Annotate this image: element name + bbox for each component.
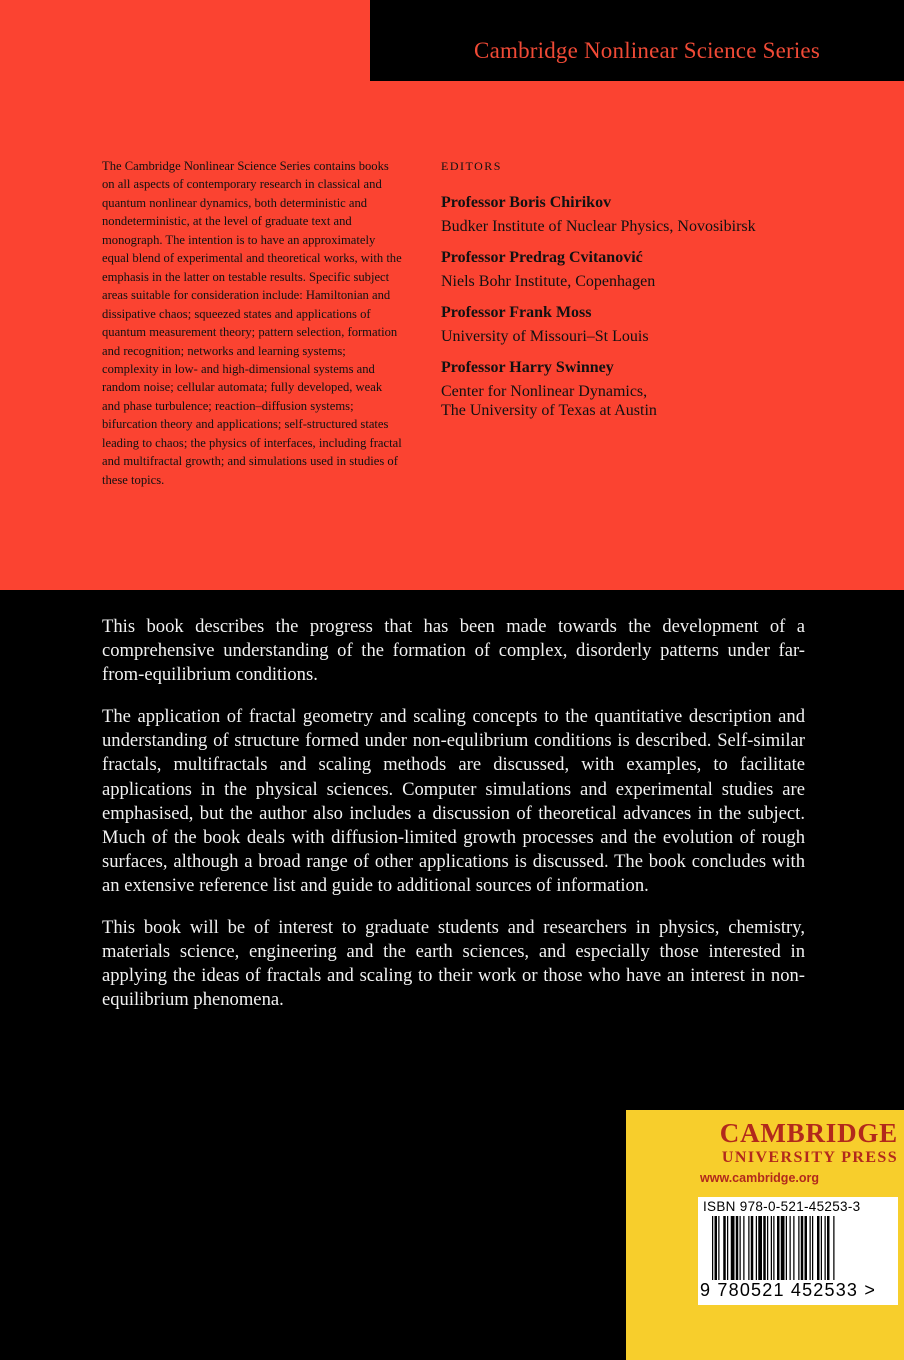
- publisher-url: www.cambridge.org: [700, 1171, 820, 1185]
- barcode-digits: 9 780521 452533 >: [700, 1280, 877, 1300]
- blurb-paragraph: This book describes the progress that has been made towards the development of a comprehensive understanding of the formation of complex, disorderly patterns under far-from-equilibrium conditions.: [102, 616, 805, 686]
- blurb-paragraph: This book will be of interest to graduate students and researchers in physics, chemistry, materials science, engineering and the earth sciences, and especially those interested in applying the ideas of fractals and scaling to their work or those who have an interest in non-equilibrium phenomena.: [102, 917, 805, 1011]
- editor-name: Professor Predrag Cvitanović: [441, 249, 643, 266]
- editors-heading: EDITORS: [441, 159, 502, 173]
- editor-name: Professor Harry Swinney: [441, 359, 614, 376]
- publisher-name: CAMBRIDGE: [719, 1118, 898, 1148]
- book-blurb: [102, 615, 805, 1030]
- blurb-paragraph: The application of fractal geometry and scaling concepts to the quantitative description and understanding of structure formed under non-equlibrium conditions is described. Self-similar fractals, multifractals and scaling methods are discussed, with examples, to facilitate applications in the physical sciences. Computer simulations and experimental studies are emphasised, but the author also includes a discussion of theoretical advances in the subject. Much of the book deals with diffusion-limited growth processes and the evolution of rough surfaces, although a broad range of other applications is discussed. The book concludes with an extensive reference list and guide to additional sources of information.: [102, 706, 805, 896]
- editor-affiliation: University of Missouri–St Louis: [441, 328, 649, 345]
- editors-list: [441, 159, 871, 432]
- editor-affiliation: Center for Nonlinear Dynamics, The University of Texas at Austin: [441, 383, 657, 419]
- editor-name: Professor Frank Moss: [441, 304, 592, 321]
- editor-entry: [441, 248, 871, 291]
- barcode-icon: [712, 1216, 896, 1280]
- editor-entry: [441, 358, 871, 420]
- isbn-text: ISBN 978-0-521-45253-3: [703, 1199, 861, 1214]
- editor-affiliation: Niels Bohr Institute, Copenhagen: [441, 273, 656, 290]
- editor-name: Professor Boris Chirikov: [441, 194, 612, 211]
- editor-entry: [441, 193, 871, 236]
- series-title: Cambridge Nonlinear Science Series: [474, 38, 820, 63]
- editor-entry: [441, 303, 871, 346]
- editor-affiliation: Budker Institute of Nuclear Physics, Novosibirsk: [441, 218, 756, 235]
- publisher-subtitle: UNIVERSITY PRESS: [721, 1149, 898, 1166]
- series-description: The Cambridge Nonlinear Science Series contains books on all aspects of contemporary research in classical and quantum nonlinear dynamics, both deterministic and nondeterministic, at the level of graduate text and monograph. The intention is to have an approximately equal blend of experimental and theoretical works, with the emphasis in the latter on testable results. Specific subject areas suitable for consideration include: Hamiltonian and dissipative chaos; squeezed states and applications of quantum measurement theory; pattern selection, formation and recognition; networks and learning systems; complexity in low- and high-dimensional systems and random noise; cellular automata; fully developed, weak and phase turbulence; reaction–diffusion systems; bifurcation theory and applications; self-structured states leading to chaos; the physics of interfaces, including fractal and multifractal growth; and simulations used in studies of these topics.: [102, 159, 402, 487]
